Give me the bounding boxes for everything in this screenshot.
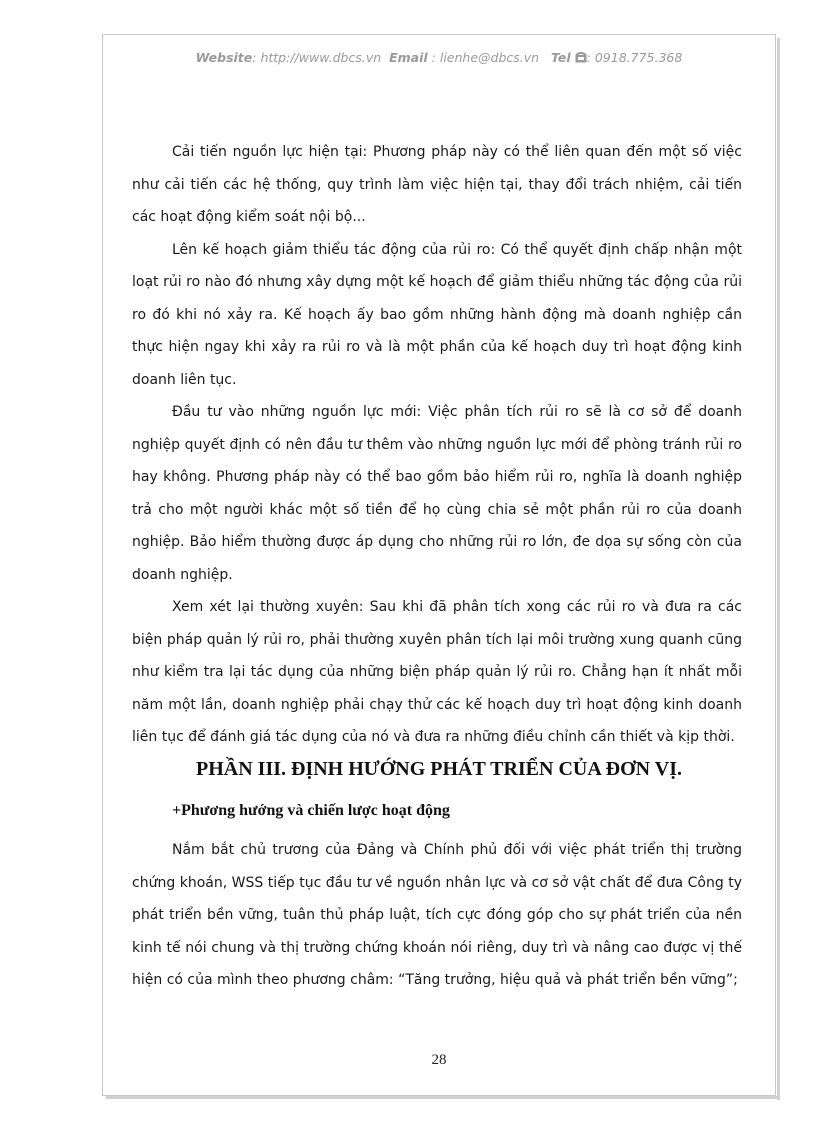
phone-icon: [575, 51, 587, 66]
paragraph: Nắm bắt chủ trương của Đảng và Chính phủ đối với việc phát triển thị trường chứng khoán, WSS tiếp tục đầu tư về nguồn nhân lực và cơ sở vật chất để đưa Công ty phát triển bền vững, tuân thủ pháp luật, tích cực đóng góp cho sự phát triển của nền kinh tế nói chung và thị trường chứng khoán nói riêng, duy trì và nâng cao được vị thế hiện có của mình theo phương châm: “Tăng trưởng, hiệu quả và phát triển bền vững”;: [132, 842, 742, 988]
page-shadow-bottom: [106, 1096, 780, 1099]
section2-body: [132, 834, 742, 997]
page-shadow-right: [777, 38, 780, 1100]
email-label: Email: [389, 50, 428, 65]
page-header: [106, 50, 772, 66]
paragraph: Lên kế hoạch giảm thiểu tác động của rủi ro: Có thể quyết định chấp nhận một loạt rủi ro nào đó nhưng xây dựng một kế hoạch để giảm thiểu những tác động của rủi ro đó khi nó xảy ra. Kế hoạch ấy bao gồm những hành động mà doanh nghiệp cần thực hiện ngay khi xảy ra rủi ro và là một phần của kế hoạch duy trì hoạt động kinh doanh liên tục.: [132, 241, 742, 388]
tel-label: Tel: [550, 50, 571, 65]
paragraph: Xem xét lại thường xuyên: Sau khi đã phân tích xong các rủi ro và đưa ra các biện pháp quản lý rủi ro, phải thường xuyên phân tích lại môi trường xung quanh cũng như kiểm tra lại tác dụng của những biện pháp quản lý rủi ro. Chẳng hạn ít nhất mỗi năm một lần, doanh nghiệp phải chạy thử các kế hoạch duy trì hoạt động kinh doanh liên tục để đánh giá tác dụng của nó và đưa ra những điều chỉnh cần thiết và kịp thời.: [132, 599, 742, 745]
tel-value: : 0918.775.368: [586, 50, 683, 65]
email-value: : lienhe@dbcs.vn: [431, 50, 540, 65]
section-heading: PHẦN III. ĐỊNH HƯỚNG PHÁT TRIỂN CỦA ĐƠN VỊ.: [196, 758, 682, 780]
paragraph: Đầu tư vào những nguồn lực mới: Việc phân tích rủi ro sẽ là cơ sở để doanh nghiệp quyết định có nên đầu tư thêm vào những nguồn lực mới để phòng tránh rủi ro hay không. Phương pháp này có thể bao gồm bảo hiểm rủi ro, nghĩa là doanh nghiệp trả cho một người khác một số tiền để họ cùng chia sẻ một phần rủi ro của doanh nghiệp. Bảo hiểm thường được áp dụng cho những rủi ro lớn, đe dọa sự sống còn của doanh nghiệp.: [132, 404, 742, 583]
section1-body: [132, 136, 742, 754]
subheading: +Phương hướng và chiến lược hoạt động: [172, 802, 450, 819]
paragraph: Cải tiến nguồn lực hiện tại: Phương pháp này có thể liên quan đến một số việc như cải tiến các hệ thống, quy trình làm việc hiện tại, thay đổi trách nhiệm, cải tiến các hoạt động kiểm soát nội bộ...: [132, 144, 742, 225]
website-label: Website: [195, 50, 253, 65]
website-value: : http://www.dbcs.vn: [252, 50, 382, 65]
page-number: 28: [431, 1052, 447, 1068]
